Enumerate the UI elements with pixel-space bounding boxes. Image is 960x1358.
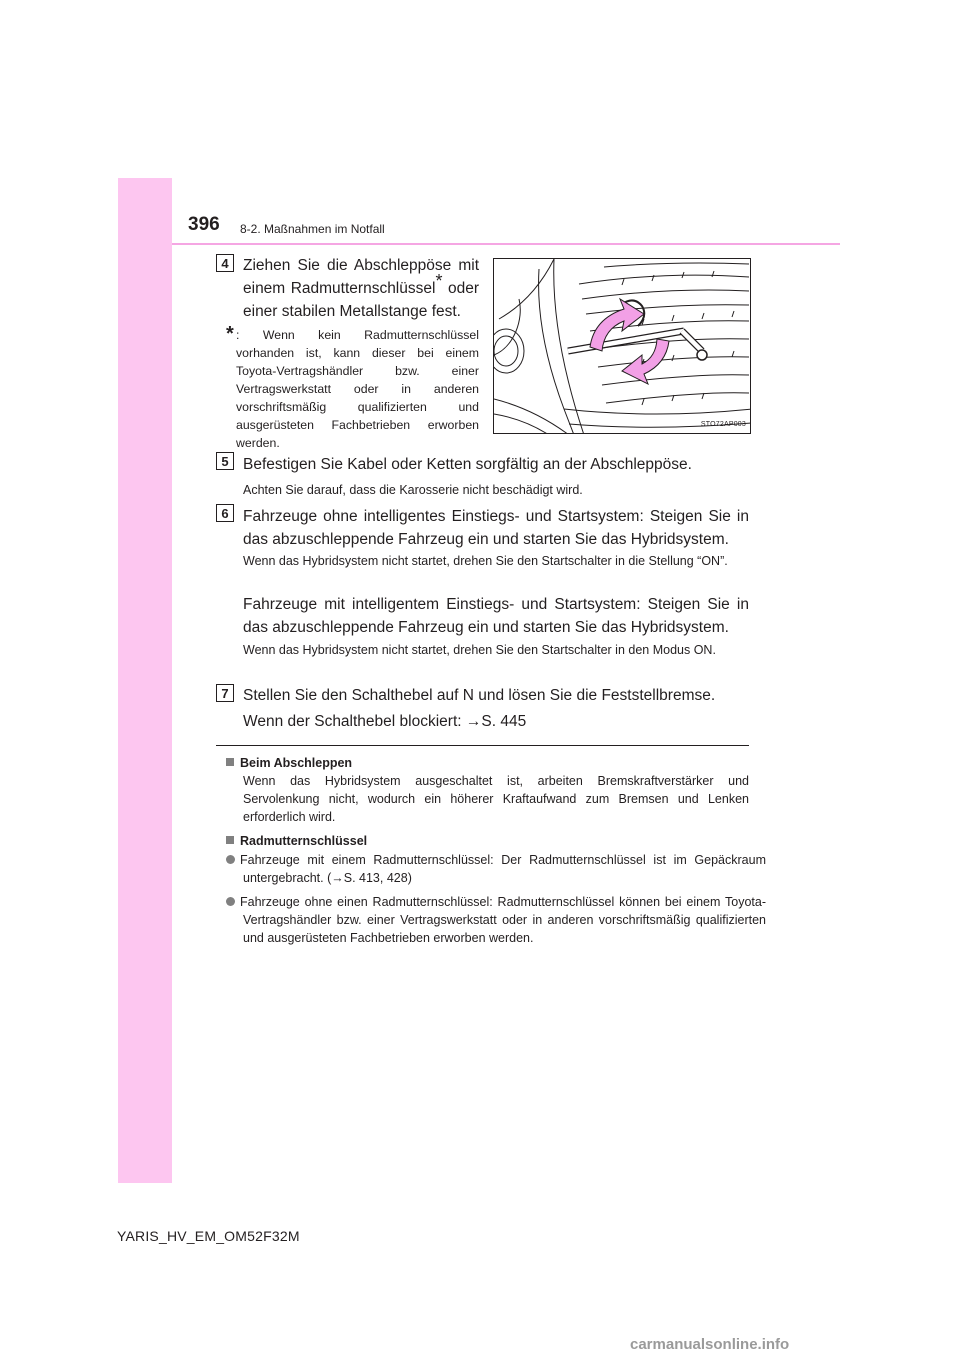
note-2-bullet-1 <box>226 851 766 887</box>
ref-arrow-icon: → <box>465 713 482 730</box>
note-2-title-text: Radmutternschlüssel <box>240 834 368 848</box>
step-6-note-b: Wenn das Hybridsystem nicht startet, drehen Sie den Startschalter in den Modus ON. <box>243 643 716 657</box>
step-6-note-a: Wenn das Hybridsystem nicht startet, drehen Sie den Startschalter in die Stellung “ON”. <box>243 554 728 568</box>
notes-divider <box>216 745 749 746</box>
square-bullet-icon <box>226 758 234 766</box>
step-4-line-2b: oder <box>442 280 479 297</box>
step-4-line-3: einer stabilen Metallstange fest. <box>243 303 461 320</box>
step-5-marker: 5 <box>216 452 234 470</box>
square-bullet-icon <box>226 836 234 844</box>
figure-id: STO72AP003 <box>700 421 746 428</box>
step-4-text <box>243 254 479 323</box>
step-6-text-a: Fahrzeuge ohne intelligentes Einstiegs- und Startsystem: Steigen Sie in das abzuschleppende Fahrzeug ein und starten Sie das Hybridsystem. <box>243 508 749 548</box>
footnote-marker: * <box>226 323 234 345</box>
note-2-bullet-2-text: Fahrzeuge ohne einen Radmutternschlüssel: Radmutternschlüssel können bei einem Toyota-Vertragshändler bzw. einer Vertragswerkstatt oder in anderen vorschriftsmäßig qualifizierten und ausgerüsteten Fachbetrieben erworben werden. <box>240 895 766 945</box>
section-title: 8-2. Maßnahmen im Notfall <box>240 222 385 236</box>
note-1-text: Wenn das Hybridsystem ausgeschaltet ist, arbeiten Bremskraftverstärker und Servolenkung nicht, wodurch ein höherer Kraftaufwand zum Bremsen und Lenken erforderlich wird. <box>243 774 749 824</box>
tow-eyelet-illustration <box>493 258 751 434</box>
note-2-bullet-2 <box>226 893 766 947</box>
note-2-bullet-1-text: Fahrzeuge mit einem Radmutternschlüssel: Der Radmutternschlüssel ist im Gepäckraum untergebracht. ( <box>240 853 766 885</box>
step-7-ref-prefix: Wenn der Schalthebel blockiert: <box>243 713 466 730</box>
step-4-marker: 4 <box>216 254 234 272</box>
note-1-title <box>226 754 352 772</box>
round-bullet-icon <box>226 855 235 864</box>
header-rule <box>172 243 840 245</box>
note-2-bullet-1-ref: S. 413, 428) <box>343 871 412 885</box>
step-4-line-1: Ziehen Sie die Abschleppöse mit <box>243 257 479 274</box>
note-2-title <box>226 832 367 850</box>
step-5-note: Achten Sie darauf, dass die Karosserie nicht beschädigt wird. <box>243 483 583 497</box>
chapter-sidebar-tab <box>118 178 172 1183</box>
step-6-marker: 6 <box>216 504 234 522</box>
watermark: carmanualsonline.info <box>630 1336 790 1353</box>
step-7-marker: 7 <box>216 684 234 702</box>
footnote-star: * <box>435 270 443 291</box>
round-bullet-icon <box>226 897 235 906</box>
ref-arrow-icon: → <box>331 871 344 885</box>
step-6-text-b: Fahrzeuge mit intelligentem Einstiegs- und Startsystem: Steigen Sie in das abzuschleppende Fahrzeug ein und starten Sie das Hybridsystem. <box>243 596 749 636</box>
step-5-text: Befestigen Sie Kabel oder Ketten sorgfältig an der Abschleppöse. <box>243 456 692 473</box>
step-7-ref-page: S. 445 <box>481 713 527 730</box>
note-1-title-text: Beim Abschleppen <box>240 756 353 770</box>
page-number: 396 <box>188 214 220 235</box>
tow-eyelet-drawing <box>494 259 751 434</box>
step-7-text: Stellen Sie den Schalthebel auf N und lösen Sie die Feststellbremse. <box>243 687 716 704</box>
document-code: YARIS_HV_EM_OM52F32M <box>117 1228 300 1244</box>
step-7-reference <box>243 710 749 733</box>
step-4-footnote: : Wenn kein Radmutternschlüssel vorhanden ist, kann dieser bei einem Toyota-Vertragshändler bzw. einer Vertragswerkstatt oder in anderen vorschriftsmäßig qualifizierten und ausgerüsteten Fachbetrieben erworben werden. <box>236 328 479 450</box>
step-4-line-2a: einem Radmutternschlüssel <box>243 280 436 297</box>
step-4-line-2 <box>243 270 479 300</box>
